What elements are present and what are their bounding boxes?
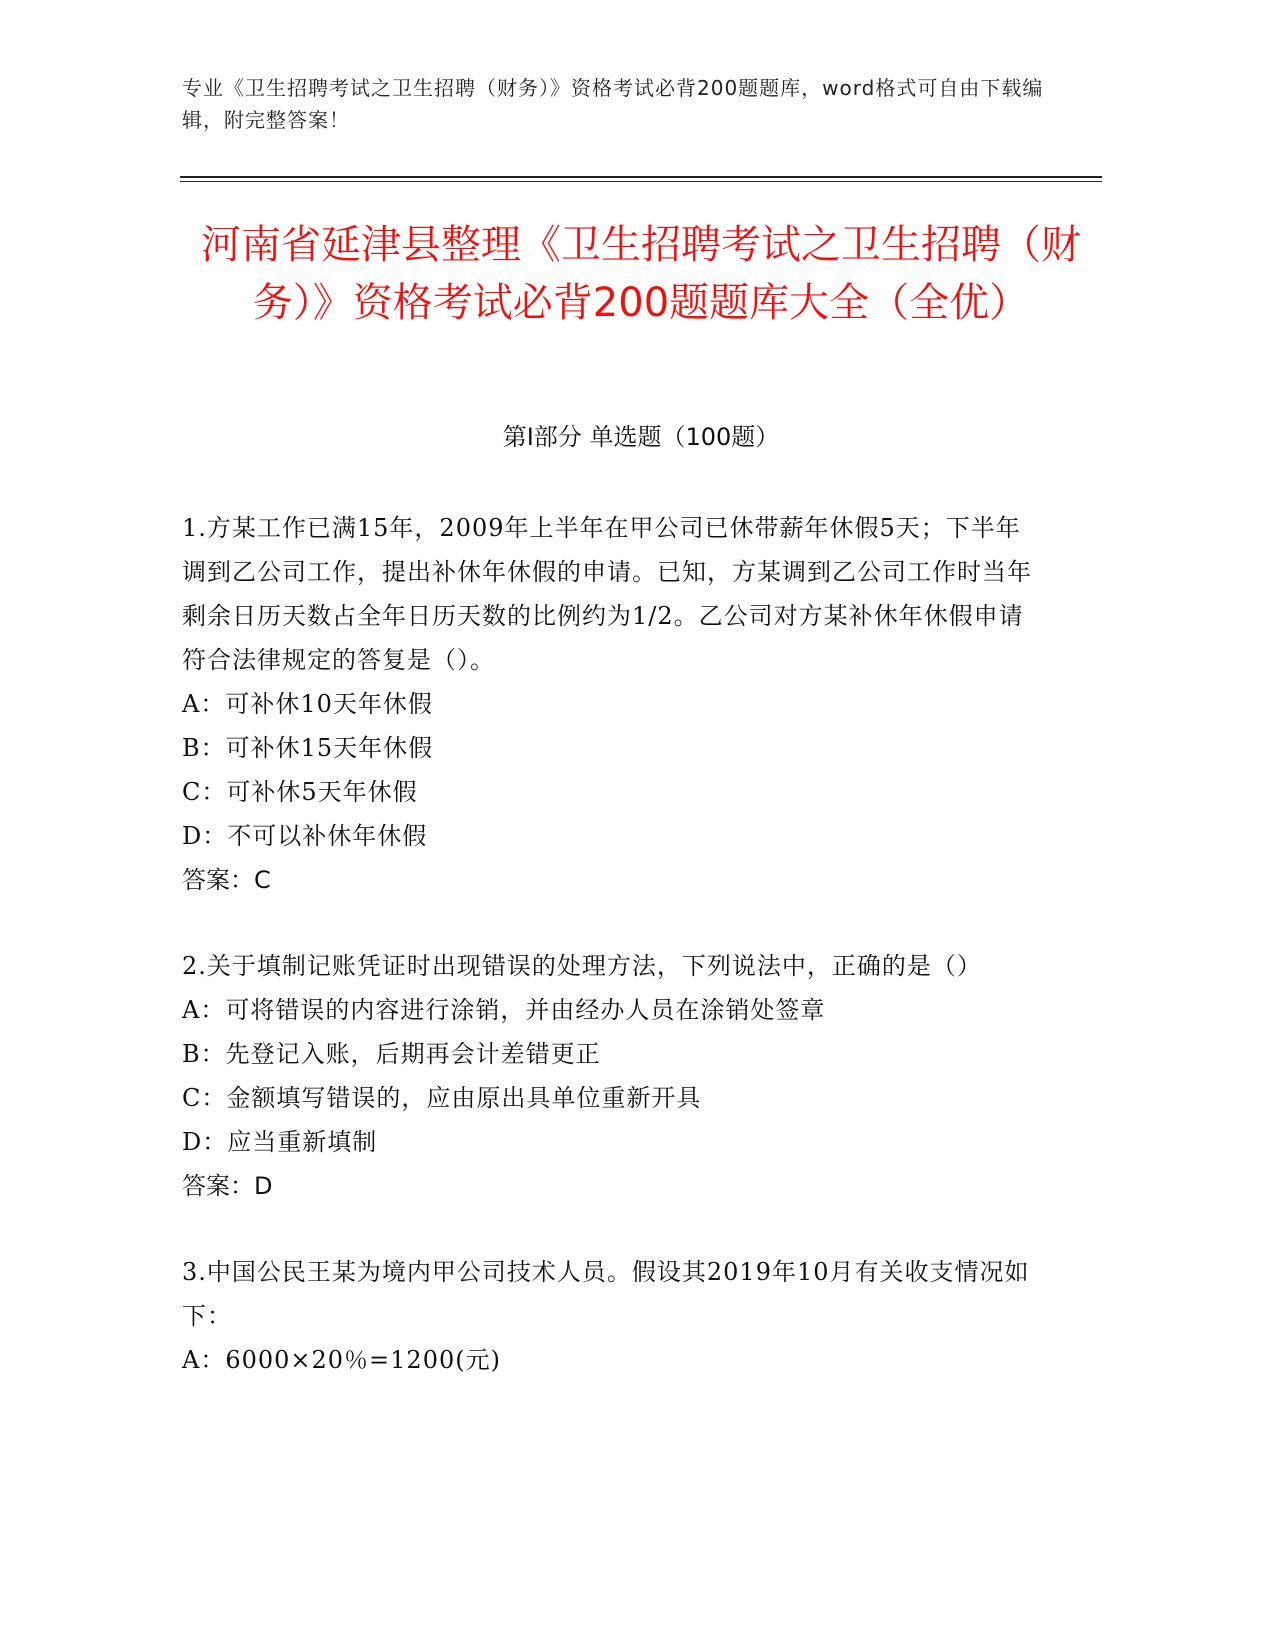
answer: 答案：D (182, 1172, 273, 1200)
question-stem: 3.中国公民王某为境内甲公司技术人员。假设其2019年10月有关收支情况如下： (182, 1258, 1030, 1330)
document-title: 河南省延津县整理《卫生招聘考试之卫生招聘（财务）》资格考试必背200题题库大全（全优） (201, 222, 1081, 326)
header-note: 专业《卫生招聘考试之卫生招聘（财务）》资格考试必背200题题库，word格式可自由下载编辑，附完整答案！ (182, 76, 1044, 132)
option-b: B：可补休15天年休假 (182, 734, 434, 762)
section-title: 第I部分 单选题（100题） (502, 423, 780, 451)
question-3 (182, 1250, 1042, 1382)
option-d: D：不可以补休年休假 (182, 822, 428, 850)
option-d: D：应当重新填制 (182, 1128, 378, 1156)
header-divider-thick (180, 176, 1102, 178)
question-stem: 1.方某工作已满15年，2009年上半年在甲公司已休带薪年休假5天；下半年调到乙公司工作，提出补休年休假的申请。已知，方某调到乙公司工作时当年剩余日历天数占全年日历天数的比例约为1/2。乙公司对方某补休年休假申请符合法律规定的答复是（）。 (182, 514, 1032, 674)
option-b: B：先登记入账，后期再会计差错更正 (182, 1040, 601, 1068)
question-stem: 2.关于填制记账凭证时出现错误的处理方法，下列说法中，正确的是（） (182, 952, 982, 980)
option-a: A：可将错误的内容进行涂销，并由经办人员在涂销处签章 (182, 996, 826, 1024)
option-c: C：可补休5天年休假 (182, 778, 418, 806)
question-list (182, 506, 1042, 1424)
header-divider-thin (180, 181, 1102, 182)
option-a: A：可补休10天年休假 (182, 690, 433, 718)
option-a: A：6000×20％=1200(元) (182, 1346, 501, 1374)
question-2 (182, 944, 1042, 1208)
question-1 (182, 506, 1042, 902)
option-c: C：金额填写错误的，应由原出具单位重新开具 (182, 1084, 702, 1112)
answer: 答案：C (182, 866, 271, 894)
